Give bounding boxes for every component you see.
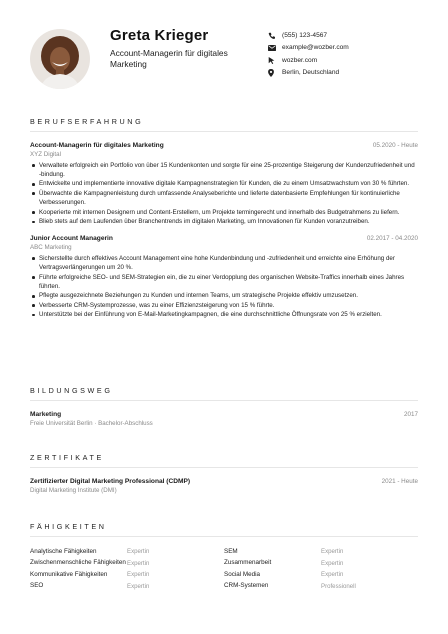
skill-name: Analytische Fähigkeiten [30,547,97,555]
skill-name: Zwischenmenschliche Fähigkeiten [30,559,126,567]
skill-name: CRM-Systemen [224,582,269,590]
skill-level: Expertin [127,548,150,556]
bullet-item: Überwachte die Kampagnenleistung durch umfassende Analyseberichte und lieferte datenbasierte Empfehlungen für kontinuierliche Verbesserungen. [30,189,418,208]
contact-phone-text: (555) 123-4567 [282,31,328,39]
skill-level: Expertin [321,559,344,567]
skill-row [30,581,224,593]
contact-email-text: example@wozber.com [282,44,349,52]
resume-header [0,0,448,112]
skill-level: Expertin [321,571,344,579]
section-title: FÄHIGKEITEN [30,522,107,531]
email-icon [268,44,278,52]
skill-name: Zusammenarbeit [224,559,272,567]
skills-column-left [30,546,224,592]
skill-row [30,558,224,570]
skill-row [224,581,418,593]
certificate-entry [30,478,418,494]
contact-website[interactable] [268,54,349,67]
skill-level: Expertin [127,559,150,567]
skill-row [224,558,418,570]
job-company: XYZ Digital [30,150,61,158]
contact-list [268,29,349,79]
contact-website-text: wozber.com [282,56,318,64]
skill-row [224,569,418,581]
contact-email[interactable] [268,42,349,55]
certificates-section [30,453,418,494]
candidate-name: Greta Krieger [110,27,209,44]
bullet-item: Führte erfolgreiche SEO- und SEM-Strategien ein, die zu einer Verdopplung des organischen Website-Traffics innerhalb eines Jahres führten. [30,273,418,292]
education-entry [30,411,418,427]
location-pin-icon [268,69,278,77]
certificate-date: 2021 - Heute [381,478,418,485]
education-section [30,386,418,427]
job-company: ABC Marketing [30,243,72,251]
phone-icon [268,31,278,39]
job-date: 02.2017 - 04.2020 [366,235,418,243]
section-divider [30,400,418,401]
skill-row [30,546,224,558]
link-icon [268,56,278,64]
education-degree: Marketing [30,411,62,418]
bullet-item: Unterstützte bei der Einführung von E-Mail-Marketingkampagnen, die eine durchschnittliche Öffnungsrate von 25 % erzielten. [30,310,418,319]
section-title: ZERTIFIKATE [30,453,104,462]
education-school: Freie Universität Berlin · Bachelor-Abschluss [30,419,153,427]
bullet-item: Pflegte ausgezeichnete Beziehungen zu Kunden und internen Teams, um strategische Projekte effektiv umzusetzen. [30,291,418,300]
certificate-name: Zertifizierter Digital Marketing Professional (CDMP) [30,478,191,485]
contact-phone [268,29,349,42]
bullet-item: Verbesserte CRM-Systemprozesse, was zu einer Effizienzsteigerung von 15 % führte. [30,301,418,310]
skill-name: Social Media [224,570,261,578]
skill-name: Kommunikative Fähigkeiten [30,570,108,578]
job-role: Account-Managerin für digitales Marketing [30,142,164,149]
bullet-item: Kooperierte mit internen Designern und Content-Erstellern, um Projekte termingerecht und innerhalb des Budgetrahmens zu liefern. [30,208,418,217]
candidate-title: Account-Managerin für digitales Marketing [110,48,228,69]
job-role: Junior Account Managerin [30,235,113,243]
section-title: BERUFSERFAHRUNG [30,117,144,126]
skill-name: SEM [224,547,238,555]
skill-level: Expertin [127,571,150,579]
section-title: BILDUNGSWEG [30,386,113,395]
section-divider [30,467,418,468]
section-divider [30,131,418,132]
bullet-item: Sicherstellte durch effektives Account Management eine hohe Kundenbindung und -zufriedenheit und erreichte eine Erhöhung der Vertragsverlängerungen um 20 %. [30,254,418,273]
experience-section [30,117,418,320]
job-entry [30,142,418,226]
skills-column-right [224,546,418,592]
skills-section [30,522,418,592]
section-divider [30,536,418,537]
skill-level: Professionell [321,582,356,590]
skill-row [30,569,224,581]
education-date: 2017 [403,411,418,418]
skill-name: SEO [30,582,44,590]
job-date: 05.2020 - Heute [372,142,418,149]
contact-location [268,67,349,80]
profile-photo [30,29,90,89]
skills-grid [30,546,418,592]
bullet-item: Entwickelte und implementierte innovative digitale Kampagnenstrategien für Kunden, die zu einem Umsatzwachstum von 30 % führten. [30,179,418,188]
contact-location-text: Berlin, Deutschland [282,69,340,77]
skill-level: Expertin [321,548,344,556]
job-entry [30,235,418,319]
certificate-issuer: Digital Marketing Institute (DMI) [30,486,117,494]
bullet-item: Blieb stets auf dem Laufenden über Branchentrends im digitalen Marketing, um Innovationen für Kunden voranzutreiben. [30,217,418,226]
bullet-item: Verwaltete erfolgreich ein Portfolio von über 15 Kundenkonten und sorgte für eine 25-prozentige Steigerung der Kundenzufriedenheit und -bindung. [30,161,418,180]
skill-row [224,546,418,558]
job-bullets [30,161,418,227]
skill-level: Expertin [127,582,150,590]
job-bullets [30,254,418,320]
